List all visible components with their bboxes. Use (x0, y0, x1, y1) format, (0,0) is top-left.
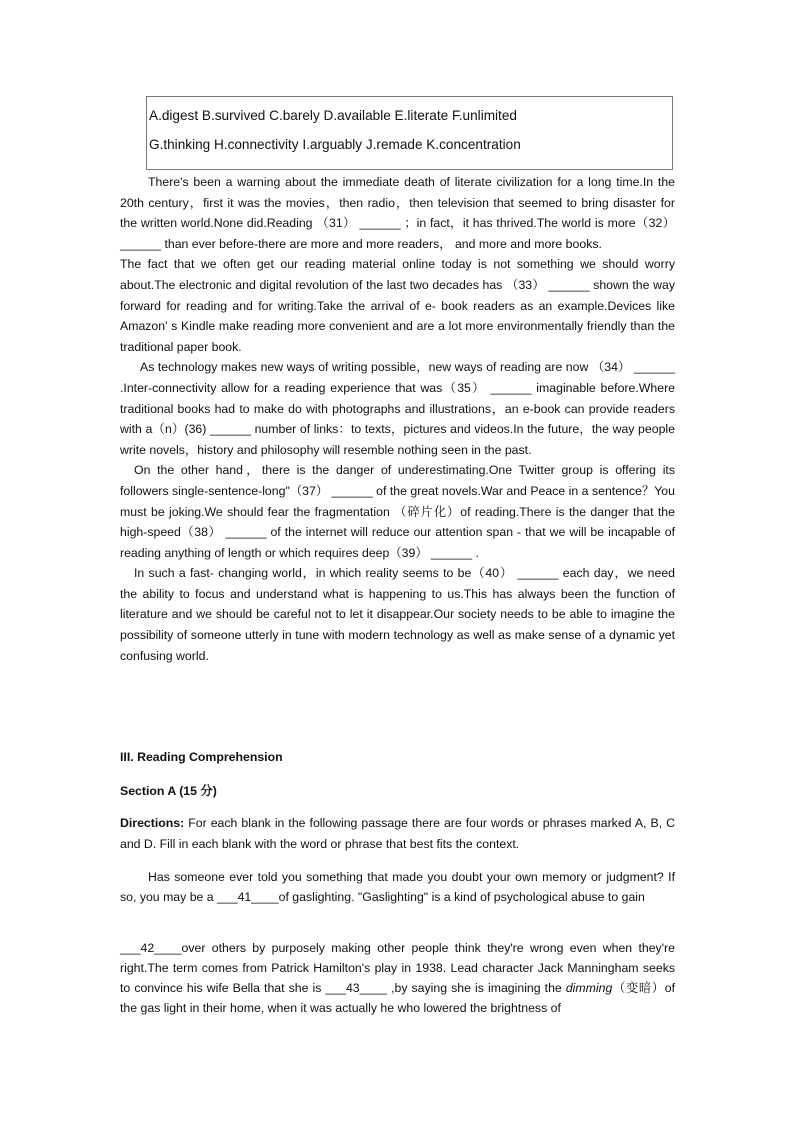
reading-paragraph-2-text (120, 938, 675, 1018)
reading-passage-paragraph-1 (120, 867, 675, 907)
section-heading: III. Reading Comprehension (120, 750, 283, 764)
word-bank-line-2: G.thinking H.connectivity I.arguably J.remade K.concentration (149, 137, 521, 152)
directions-text: For each blank in the following passage there are four words or phrases marked A, B, C and D. Fill in each blank with the word or phrase that best fits the context. (120, 816, 675, 851)
subsection-heading: Section A (15 分) (120, 784, 217, 798)
reading-paragraph-1-text: Has someone ever told you something that made you doubt your own memory or judgment? If so, you may be a ___41____of gaslighting. "Gaslighting" is a kind of psychological abuse to gain (120, 870, 675, 904)
directions-label: Directions: (120, 816, 185, 830)
word-bank-box (146, 96, 673, 170)
passage-paragraph-3: As technology makes new ways of writing possible，new ways of reading are now （34） ______ .Inter-connectivity allow for a reading experience that was（35） ______ imaginable before.Where traditional books had to make do with photographs and illustrations，an e-book can provide readers with a（n）(36) ______ number of links：to texts，pictures and videos.In the future，the way people write novels，history and philosophy will resemble nothing seen in the past. (120, 360, 675, 457)
passage-paragraph-4: On the other hand，there is the danger of underestimating.One Twitter group is offering its followers single-sentence-long"（37） ______ of the great novels.War and Peace in a sentence？You must be joking.We should fear the fragmentation （碎片化）of reading.There is the danger that the high-speed（38） ______ of the internet will reduce our attention span - that we will be incapable of reading anything of length or which requires deep（39） ______ . (120, 463, 675, 560)
passage-paragraph-2: The fact that we often get our reading material online today is not something we should worry about.The electronic and digital revolution of the last two decades has （33） ______ shown the way forward for reading and for writing.Take the arrival of e- book readers as an example.Devices like Amazon' s Kindle make reading more convenient and are a lot more environmentally friendly than the traditional paper book. (120, 257, 675, 354)
passage-paragraph-5: In such a fast- changing world，in which reality seems to be（40） ______ each day，we need the ability to focus and understand what is happening to us.This has always been the function of literature and we should be careful not to let it disappear.Our society needs to be able to imagine the possibility of someone utterly in tune with modern technology as well as make sense of a dynamic yet confusing world. (120, 566, 675, 663)
reading-paragraph-2-italic: dimming (565, 981, 613, 995)
directions (120, 813, 675, 854)
reading-paragraph-2-part-b: （变暗）of the gas light in their home, when it was actually he who lowered the brightness of (120, 981, 675, 1015)
reading-paragraph-2-part-a: ___42____over others by purposely making other people think they're wrong even when they're right.The term comes from Patrick Hamilton's play in 1938. Lead character Jack Manningham seeks to convince his wife Bella that she is ___43____ ,by saying she is imagining the (120, 941, 675, 995)
passage-paragraph-1: There's been a warning about the immediate death of literate civilization for a long time.In the 20th century，first it was the movies，then radio，then television that seemed to bring disaster for the written world.None did.Reading （31） ______ ；in fact，it has thrived.The world is more（32） ______ than ever before-there are more and more readers， and more and more books. (120, 175, 675, 251)
cloze-passage (120, 172, 675, 666)
reading-passage-paragraph-2 (120, 938, 675, 1018)
word-bank-line-1: A.digest B.survived C.barely D.available E.literate F.unlimited (149, 108, 517, 123)
